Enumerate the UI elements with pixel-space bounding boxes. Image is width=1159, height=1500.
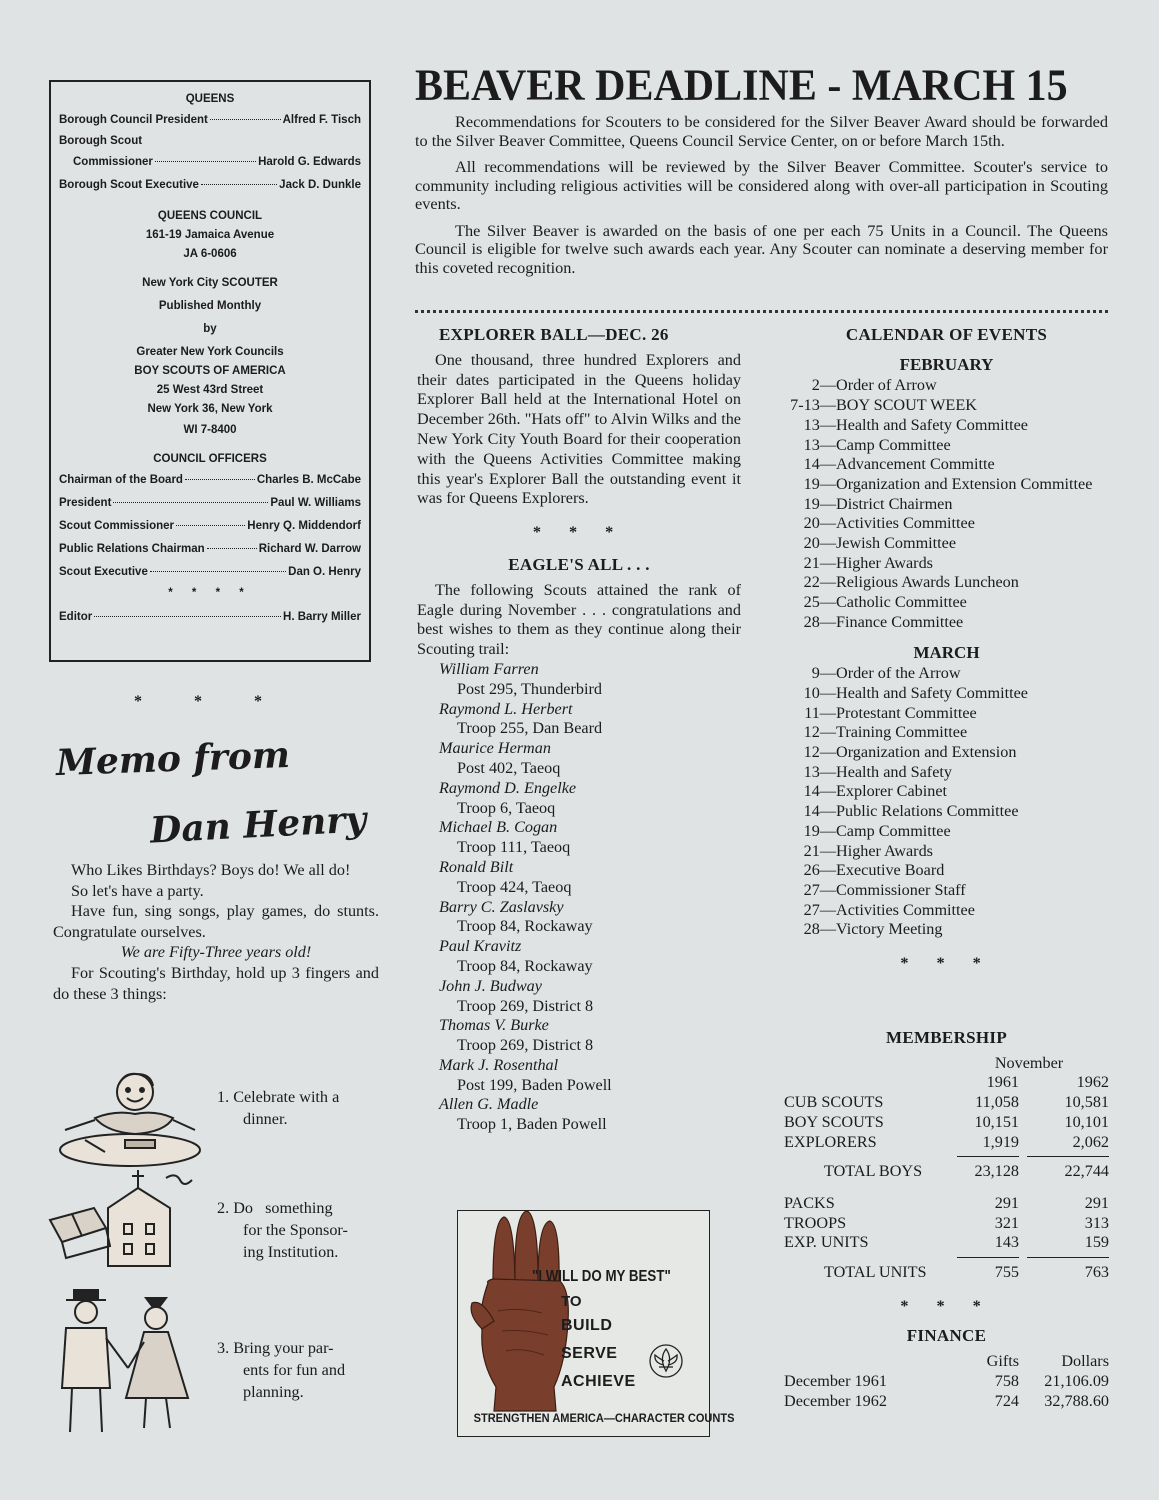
calendar-event: [784, 842, 1109, 862]
calendar-event-name: Advancement Committe: [836, 455, 995, 474]
calendar-event-name: Camp Committee: [836, 821, 951, 840]
calendar-event: [784, 763, 1109, 783]
eagle-scout-unit: Post 295, Thunderbird: [457, 679, 602, 698]
memo-title-name: Dan Henry: [149, 798, 368, 852]
masthead-editor: Editor H. Barry Miller: [59, 611, 361, 623]
calendar-event: [784, 534, 1109, 554]
calendar-event: [784, 743, 1109, 763]
beaver-paragraph: All recommendations will be reviewed by the Silver Beaver Committee. Scouter's service to community including religious activities will be considered along with over-all participation in Scouting events.: [415, 157, 1108, 213]
calendar-date: 13—: [803, 415, 836, 434]
membership-value: 313: [1084, 1213, 1109, 1232]
calendar-date: 21—: [803, 553, 836, 572]
eagles-list: [417, 660, 741, 1135]
calendar-date: 22—: [803, 573, 836, 592]
eagle-scout-unit: Troop 424, Taeoq: [457, 877, 572, 896]
membership-month: November: [994, 1053, 1064, 1072]
eagle-scout-name: John J. Budway: [439, 976, 542, 995]
beaver-paragraph: Recommendations for Scouters to be considered for the Silver Beaver Award should be forwarded to the Silver Beaver Committee, Queens Council Service Center, on or before March 15th.: [415, 112, 1108, 150]
finance-value: 758: [994, 1371, 1019, 1390]
calendar-event: [784, 416, 1109, 436]
membership-row: [784, 1233, 1109, 1253]
calendar-event: [784, 396, 1109, 416]
calendar-event-name: Jewish Committee: [836, 534, 957, 553]
calendar-event: [784, 573, 1109, 593]
membership-value: 291: [994, 1193, 1019, 1212]
membership-value: 291: [1084, 1193, 1109, 1212]
calendar-date: 25—: [803, 593, 836, 612]
membership-row: [784, 1113, 1109, 1133]
calendar-date: 11—: [804, 703, 836, 722]
boy-dinner-icon: [55, 1070, 205, 1172]
finance-label: December 1961: [784, 1371, 887, 1390]
eagle-scout-unit: Post 199, Baden Powell: [457, 1075, 612, 1094]
eagle-scout-name: Raymond D. Engelke: [439, 778, 577, 797]
badge-word: BUILD: [561, 1317, 613, 1334]
calendar-event: [784, 554, 1109, 574]
masthead-bsc: Commissioner Harold G. Edwards: [73, 156, 361, 168]
masthead-officers-head: COUNCIL OFFICERS: [153, 453, 267, 465]
eagle-scout-unit: Troop 6, Taeoq: [457, 798, 556, 817]
finance-value: 32,788.60: [1044, 1391, 1109, 1410]
masthead-bsc-label: Borough Scout: [59, 135, 143, 147]
masthead-stars: * * * *: [168, 587, 252, 599]
calendar-event-name: Camp Committee: [836, 435, 951, 454]
masthead-address: 161-19 Jamaica Avenue: [145, 229, 275, 241]
calendar-event: [784, 684, 1109, 704]
membership-total-row: TOTAL UNITS 755 763: [824, 1263, 1109, 1282]
calendar-event-name: Health and Safety: [836, 762, 952, 781]
calendar-month-mar: MARCH: [913, 642, 980, 662]
calendar-event: [784, 376, 1109, 396]
membership-row: [784, 1214, 1109, 1234]
memo-title: Memo from: [55, 733, 291, 785]
calendar-event-name: Organization and Extension Committee: [836, 474, 1093, 493]
calendar-date: 14—: [803, 802, 836, 821]
calendar-event: [784, 664, 1109, 684]
explorer-ball-body: One thousand, three hundred Explorers and their dates participated in the Queens holiday Explorer Ball held at the International Hotel on December 26th. "Hats off" to Alvin Wilks and the New York City Youth Board for their cooperation with the Queens Activities Committee making this year's Explorer Ball the outstanding event it was for Queens Explorers.: [417, 350, 741, 508]
membership-label: CUB SCOUTS: [784, 1093, 884, 1112]
calendar-event-name: BOY SCOUT WEEK: [836, 396, 977, 415]
calendar-date: 10—: [803, 683, 836, 702]
membership-year: 1962: [1076, 1073, 1109, 1092]
calendar-event-name: District Chairmen: [836, 494, 953, 513]
calendar-event: [784, 704, 1109, 724]
calendar-feb-list: [784, 376, 1109, 632]
memo-body: Who Likes Birthdays? Boys do! We all do! So let's have a party. Have fun, sing songs, play games, do stunts. Congratulate ourselves. We are Fifty-Three years old! For Scouting's Birthday, hold up 3 fingers and do these 3 things:: [53, 861, 379, 1003]
calendar-event-name: Organization and Extension: [836, 743, 1017, 762]
calendar-event-name: Catholic Committee: [836, 593, 967, 612]
calendar-event-name: Commissioner Staff: [836, 880, 966, 899]
membership-label: EXP. UNITS: [784, 1233, 869, 1252]
calendar-event-name: Public Relations Committee: [836, 802, 1019, 821]
memo-item-1: 1. Celebrate with a dinner.: [217, 1088, 340, 1128]
masthead-org1: Greater New York Councils: [136, 346, 284, 358]
calendar-event-name: Explorer Cabinet: [836, 782, 948, 801]
membership-row: [784, 1133, 1109, 1153]
finance-row: [784, 1372, 1109, 1392]
beaver-headline: BEAVER DEADLINE - MARCH 15: [415, 61, 1068, 111]
calendar-event: [784, 822, 1109, 842]
membership-value: 143: [994, 1233, 1019, 1252]
calendar-event-name: Activities Committee: [836, 900, 975, 919]
calendar-date: 12—: [803, 743, 836, 762]
eagle-scout-unit: Troop 84, Rockaway: [457, 917, 593, 936]
beaver-article: [415, 113, 1108, 285]
badge-word: SERVE: [561, 1345, 618, 1362]
eagles-title: EAGLE'S ALL . . .: [508, 554, 650, 574]
dotted-divider: [415, 310, 1108, 313]
calendar-event: [784, 920, 1109, 940]
membership-value: 10,581: [1064, 1093, 1109, 1112]
calendar-date: 20—: [803, 534, 836, 553]
calendar-event: [784, 802, 1109, 822]
membership-label: TROOPS: [784, 1213, 847, 1232]
eagle-scout-name: Maurice Herman: [439, 739, 551, 758]
calendar-event-name: Religious Awards Luncheon: [836, 573, 1019, 592]
masthead-org3: 25 West 43rd Street: [156, 384, 264, 396]
masthead-council: QUEENS COUNCIL: [157, 210, 263, 222]
eagle-scout-name: Paul Kravitz: [439, 937, 522, 956]
eagle-scout-unit: Troop 1, Baden Powell: [457, 1115, 607, 1134]
calendar-event: [784, 593, 1109, 613]
masthead-box: [49, 80, 371, 662]
masthead-pub2: Published Monthly: [158, 300, 262, 312]
officer-row: Scout Executive Dan O. Henry: [59, 566, 361, 578]
memo-item-3: 3. Bring your par- ents for fun and planning.: [217, 1339, 346, 1401]
memo-item-2: 2. Do something for the Sponsor- ing Institution.: [217, 1199, 348, 1261]
masthead-bse: Borough Scout Executive Jack D. Dunkle: [59, 179, 361, 191]
finance-value: 21,106.09: [1044, 1371, 1109, 1390]
eagle-scout-unit: Troop 269, District 8: [457, 996, 594, 1015]
membership-value: 1,919: [982, 1132, 1019, 1151]
calendar-event-name: Health and Safety Committee: [836, 683, 1028, 702]
calendar-month-feb: FEBRUARY: [899, 354, 994, 374]
calendar-event: [784, 723, 1109, 743]
eagle-scout-name: Michael B. Cogan: [439, 818, 558, 837]
membership-label: BOY SCOUTS: [784, 1112, 884, 1131]
calendar-event: [784, 782, 1109, 802]
officer-row: Scout Commissioner Henry Q. Middendorf: [59, 520, 361, 532]
calendar-event-name: Training Committee: [836, 723, 968, 742]
membership-value: 11,058: [975, 1093, 1019, 1112]
masthead-org4: New York 36, New York: [147, 403, 273, 415]
calendar-date: 28—: [803, 920, 836, 939]
calendar-event-name: Protestant Committee: [836, 703, 977, 722]
officer-row: Public Relations Chairman Richard W. Darrow: [59, 543, 361, 555]
calendar-event-name: Finance Committee: [836, 612, 964, 631]
calendar-date: 21—: [803, 841, 836, 860]
badge-quote: "I WILL DO MY BEST": [532, 1268, 671, 1285]
finance-header: Gifts: [986, 1352, 1019, 1371]
middle-column: [417, 325, 741, 1135]
membership-label: PACKS: [784, 1193, 835, 1212]
calendar-date: 13—: [803, 435, 836, 454]
membership-value: 2,062: [1072, 1132, 1109, 1151]
membership-title: MEMBERSHIP: [885, 1028, 1008, 1047]
calendar-event: [784, 861, 1109, 881]
calendar-event-name: Executive Board: [836, 861, 945, 880]
eagle-scout-unit: Troop 111, Taeoq: [457, 838, 571, 857]
fleur-de-lis-icon: [650, 1345, 682, 1377]
calendar-date: 2—: [811, 376, 836, 395]
eagle-scout-name: Barry C. Zaslavsky: [439, 897, 564, 916]
calendar-event-name: Higher Awards: [836, 841, 933, 860]
membership-label: EXPLORERS: [784, 1132, 877, 1151]
calendar-date: 26—: [803, 861, 836, 880]
badge-word: ACHIEVE: [561, 1373, 636, 1390]
finance-value: 724: [994, 1391, 1019, 1410]
membership-value: 321: [994, 1213, 1019, 1232]
explorer-ball-title: EXPLORER BALL—DEC. 26: [439, 325, 669, 344]
finance-header: Dollars: [1061, 1352, 1109, 1371]
calendar-date: 27—: [803, 900, 836, 919]
membership-value: 159: [1084, 1233, 1109, 1252]
calendar-event-name: Health and Safety Committee: [836, 415, 1028, 434]
calendar-event-name: Activities Committee: [836, 514, 975, 533]
masthead-bcp: Borough Council President Alfred F. Tisch: [59, 114, 361, 126]
calendar-date: 13—: [803, 762, 836, 781]
calendar-event: [784, 613, 1109, 633]
eagle-scout-unit: Troop 255, Dan Beard: [457, 719, 603, 738]
eagle-scout-name: William Farren: [439, 659, 539, 678]
calendar-event: [784, 901, 1109, 921]
masthead-phone: JA 6-0606: [183, 248, 237, 260]
beaver-paragraph: The Silver Beaver is awarded on the basis of one per each 75 Units in a Council. The Queens Council is eligible for twelve such awards each year. Any Scouter can nominate a deserving member for this coveted recognition.: [415, 220, 1108, 277]
membership-total-row: TOTAL BOYS 23,128 22,744: [824, 1162, 1109, 1181]
eagle-scout-unit: Post 402, Taeoq: [457, 758, 561, 777]
membership-row: [784, 1093, 1109, 1113]
masthead-org5: WI 7-8400: [183, 424, 237, 436]
church-gift-icon: [48, 1168, 196, 1268]
eagle-scout-unit: Troop 269, District 8: [457, 1036, 594, 1055]
calendar-date: 27—: [803, 880, 836, 899]
finance-row: [784, 1392, 1109, 1412]
calendar-column: [784, 325, 1109, 974]
badge-to: TO: [561, 1293, 582, 1310]
membership-year: 1961: [986, 1073, 1019, 1092]
calendar-date: 14—: [803, 782, 836, 801]
calendar-date: 12—: [803, 723, 836, 742]
calendar-date: 19—: [803, 821, 836, 840]
finance-label: December 1962: [784, 1391, 887, 1410]
calendar-event: [784, 455, 1109, 475]
calendar-mar-list: [784, 664, 1109, 940]
masthead-org2: BOY SCOUTS OF AMERICA: [134, 365, 286, 377]
masthead-pub3: by: [203, 323, 217, 335]
section-stars: * * *: [900, 1296, 993, 1315]
section-stars: * * *: [134, 693, 286, 710]
eagle-scout-name: Thomas V. Burke: [439, 1016, 549, 1035]
masthead-pub1: New York City SCOUTER: [142, 277, 278, 289]
calendar-date: 20—: [803, 514, 836, 533]
membership-table: [784, 1028, 1109, 1411]
masthead-queens: QUEENS: [185, 93, 235, 105]
section-stars: * * *: [900, 954, 993, 973]
calendar-date: 7-13—: [790, 396, 836, 415]
eagle-scout-name: Raymond L. Herbert: [439, 699, 573, 718]
calendar-date: 28—: [803, 612, 836, 631]
officer-row: Chairman of the Board Charles B. McCabe: [59, 474, 361, 486]
eagle-scout-name: Ronald Bilt: [439, 857, 514, 876]
eagle-scout-name: Mark J. Rosenthal: [439, 1055, 559, 1074]
calendar-date: 19—: [803, 474, 836, 493]
calendar-date: 19—: [803, 494, 836, 513]
calendar-event: [784, 514, 1109, 534]
calendar-event: [784, 495, 1109, 515]
membership-value: 10,101: [1064, 1112, 1109, 1131]
eagle-scout-unit: Troop 84, Rockaway: [457, 956, 593, 975]
membership-value: 10,151: [974, 1112, 1019, 1131]
finance-title: FINANCE: [906, 1326, 987, 1346]
membership-row: [784, 1194, 1109, 1214]
calendar-event-name: Victory Meeting: [836, 920, 943, 939]
section-stars: * * *: [532, 523, 626, 542]
calendar-title: CALENDAR OF EVENTS: [845, 325, 1048, 344]
parents-icon: [48, 1288, 198, 1438]
calendar-event: [784, 475, 1109, 495]
officer-row: President Paul W. Williams: [59, 497, 361, 509]
calendar-event-name: Order of the Arrow: [836, 664, 961, 683]
calendar-event: [784, 436, 1109, 456]
badge-footer: STRENGTHEN AMERICA—CHARACTER COUNTS: [473, 1411, 735, 1425]
calendar-event-name: Order of Arrow: [836, 376, 937, 395]
calendar-date: 9—: [811, 664, 836, 683]
scout-sign-badge: [457, 1210, 735, 1437]
eagles-intro: The following Scouts attained the rank of Eagle during November . . . congratulations and best wishes to them as they continue along their Scouting trail:: [417, 580, 741, 659]
calendar-event: [784, 881, 1109, 901]
calendar-event-name: Higher Awards: [836, 553, 933, 572]
calendar-date: 14—: [803, 455, 836, 474]
eagle-scout-name: Allen G. Madle: [439, 1095, 539, 1114]
